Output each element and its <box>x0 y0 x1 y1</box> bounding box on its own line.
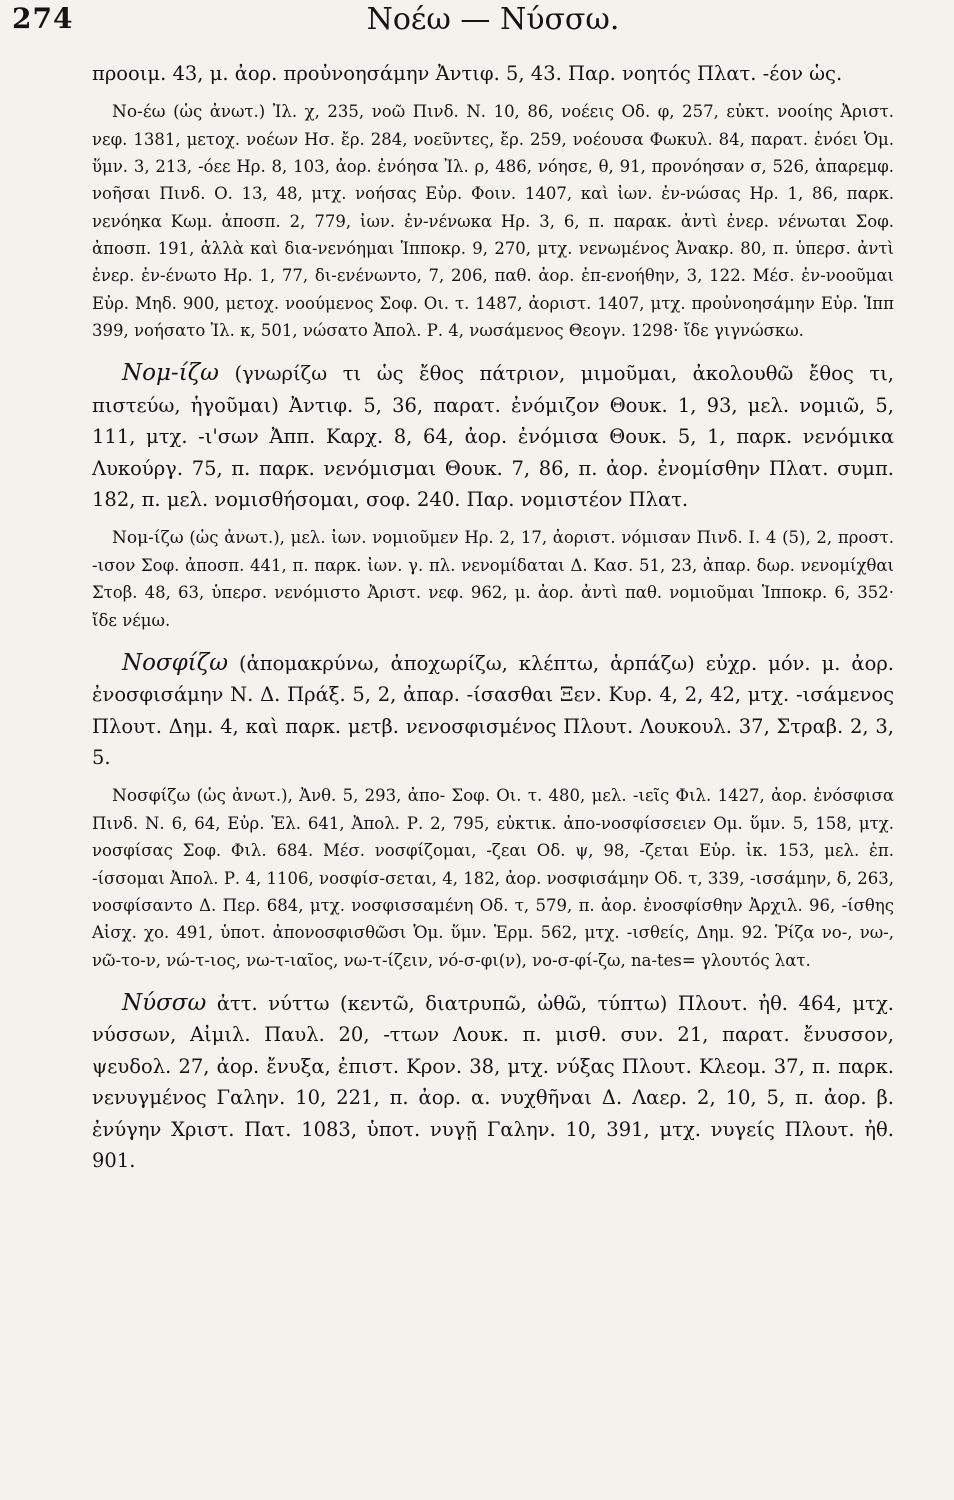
entry-nysso <box>92 988 894 1177</box>
entry-lemma: Νοσφίζω <box>112 785 191 806</box>
entry-text: (ὡς ἀνωτ.), μελ. ἰων. νομιοῦμεν Ηρ. 2, 17, ἀοριστ. νόμισαν Πινδ. Ι. 4 (5), 2, προστ. -ισον Σοφ. ἀποσπ. 441, π. παρκ. ἰων. γ. πλ. νενομίδαται Δ. Κασ. 51, 23, ἀπαρ. δωρ. νενομίχθαι Στοβ. 48, 63, ὑπερσ. νενόμιστο Ἀριστ. νεφ. 962, μ. ἀορ. ἀντὶ παθ. νομιοῦμαι Ἱπποκρ. 6, 352· ἴδε νέμω. <box>92 527 894 630</box>
page-header <box>12 0 894 58</box>
entry-continuation <box>92 58 894 90</box>
entry-text: (γνωρίζω τι ὡς ἔθος πάτριον, μιμοῦμαι, ἀκολουθῶ ἔθος τι, πιστεύω, ἡγοῦμαι) Ἀντιφ. 5, 36, παρατ. ἐνόμιζον Θουκ. 1, 93, μελ. νομιῶ, 5, 111, μτχ. -ι'σων Ἀππ. Καρχ. 8, 64, ἀορ. ἐνόμισα Θουκ. 5, 1, παρκ. νενόμικα Λυκούργ. 75, π. παρκ. νενόμισμαι Θουκ. 7, 86, π. ἀορ. ἐνομίσθην Πλατ. συμπ. 182, π. μελ. νομισθήσομαι, σοφ. 240. Παρ. νομιστέον Πλατ. <box>92 362 894 512</box>
entry-lemma: Νύσσω <box>122 989 207 1016</box>
entry-text: (ὡς ἀνωτ.) Ἰλ. χ, 235, νοῶ Πινδ. Ν. 10, 86, νοέεις Οδ. φ, 257, εὐκτ. νοοίης Ἀριστ. νεφ. 1381, μετοχ. νοέων Ησ. ἔρ. 284, νοεῦντες, ἔρ. 259, νοέουσα Φωκυλ. 84, παρατ. ἐνόει Ὁμ. ὕμν. 3, 213, -όεε Ηρ. 8, 103, ἀορ. ἐνόησα Ἰλ. ρ, 486, νόησε, θ, 91, προνόησαν σ, 526, ἀπαρεμφ. νοῆσαι Πινδ. Ο. 13, 48, μτχ. νοήσας Εὐρ. Φοιν. 1407, καὶ ἰων. ἐν-νώσας Ηρ. 1, 86, παρκ. νενόηκα Κωμ. ἀποσπ. 2, 779, ἰων. ἐν-νένωκα Ηρ. 3, 6, π. παρακ. ἀντὶ ἐνερ. νένωται Σοφ. ἀποσπ. 191, ἀλλὰ καὶ δια-νενόημαι Ἱπποκρ. 9, 270, μτχ. νενωμένος Ἀνακρ. 80, π. ὑπερσ. ἀντὶ ἐνερ. ἐν-ένωτο Ηρ. 1, 77, δι-ενένωντο, 7, 206, παθ. ἀορ. ἐπ-ενοήθην, 3, 122. Μέσ. ἐν-νοοῦμαι Εὐρ. Μηδ. 900, μετοχ. νοούμενος Σοφ. Οι. τ. 1487, ἀοριστ. 1407, μτχ. προὐνοησάμην Εὐρ. Ἱππ 399, νοήσατο Ἰλ. κ, 501, νώσατο Ἀπολ. Ρ. 4, νωσάμενος Θεογν. 1298· ἴδε γιγνώσκω. <box>92 101 894 340</box>
running-head: Νοέω — Νύσσω. <box>366 2 620 37</box>
entry-text: (ὡς ἀνωτ.), Ἀνθ. 5, 293, ἀπο- Σοφ. Οι. τ. 480, μελ. -ιεῖς Φιλ. 1427, ἀορ. ἐνόσφισα Πινδ. Ν. 6, 64, Εὐρ. Ἑλ. 641, Ἀπολ. Ρ. 2, 795, εὐκτικ. ἀπο-νοσφίσσειεν Ομ. ὕμν. 5, 158, μτχ. νοσφίσας Σοφ. Φιλ. 684. Μέσ. νοσφίζομαι, -ζεαι Οδ. ψ, 98, -ζεται Εὐρ. ἰκ. 153, μελ. ἐπ. -ίσσομαι Ἀπολ. Ρ. 4, 1106, νοσφίσ-σεται, 4, 182, ἀορ. νοσφισάμην Οδ. τ, 339, -ισσάμην, δ, 263, νοσφίσαντο Δ. Περ. 684, μτχ. νοσφισσαμένη Οδ. τ, 579, π. ἀορ. ἐνοσφίσθην Ἀρχιλ. 96, -ίσθης Αἰσχ. χο. 491, ὑποτ. ἀπονοσφισθῶσι Ὁμ. ὕμν. Ἑρμ. 562, μτχ. -ισθείς, Δημ. 92. Ῥίζα νο-, νω-, νῶ-το-ν, νώ-τ-ιος, νω-τ-ιαῖος, νω-τ-ίζειν, νό-σ-φι(ν), νο-σ-φί-ζω, na-tes= γλουτός λατ. <box>92 785 894 970</box>
entry-text: ἀττ. νύττω (κεντῶ, διατρυπῶ, ὠθῶ, τύπτω) Πλουτ. ἠθ. 464, μτχ. νύσσων, Αἰμιλ. Παυλ. 20, -ττων Λουκ. π. μισθ. συν. 21, παρατ. ἔνυσσον, ψευδολ. 27, ἀορ. ἔνυξα, ἐπιστ. Κρον. 38, μτχ. νύξας Πλουτ. Κλεομ. 37, π. παρκ. νενυγμένος Γαλην. 10, 221, π. ἀορ. α. νυχθῆναι Δ. Λαερ. 2, 10, 5, π. ἀορ. β. ἐνύγην Χριστ. Πατ. 1083, ὑποτ. νυγῇ Γαλην. 10, 391, μτχ. νυγείς Πλουτ. ἠθ. 901. <box>92 991 894 1173</box>
entry-lemma: Νο-έω <box>112 101 166 122</box>
entry-nosfizo <box>92 648 894 774</box>
entry-lemma: Νομ-ίζω <box>122 360 219 387</box>
entry-nomizo-2 <box>92 524 894 634</box>
entry-lemma: Νομ-ίζω <box>112 527 184 548</box>
entry-text: προοιμ. 43, μ. ἀορ. προὐνοησάμην Ἀντιφ. 5, 43. Παρ. νοητός Πλατ. -έον ὡς. <box>92 62 843 85</box>
entry-noeo-2 <box>92 98 894 345</box>
entry-lemma: Νοσφίζω <box>122 649 229 676</box>
entry-text: (ἀπομακρύνω, ἀποχωρίζω, κλέπτω, ἁρπάζω) εὐχρ. μόν. μ. ἀορ. ἐνοσφισάμην Ν. Δ. Πράξ. 5, 2, ἀπαρ. -ίσασθαι Ξεν. Κυρ. 4, 2, 42, μτχ. -ισάμενος Πλουτ. Δημ. 4, καὶ παρκ. μετβ. νενοσφισμένος Πλουτ. Λουκουλ. 37, Στραβ. 2, 3, 5. <box>92 651 894 770</box>
entry-nomizo <box>92 358 894 516</box>
entry-nosfizo-2 <box>92 782 894 974</box>
page-number: 274 <box>12 2 74 35</box>
